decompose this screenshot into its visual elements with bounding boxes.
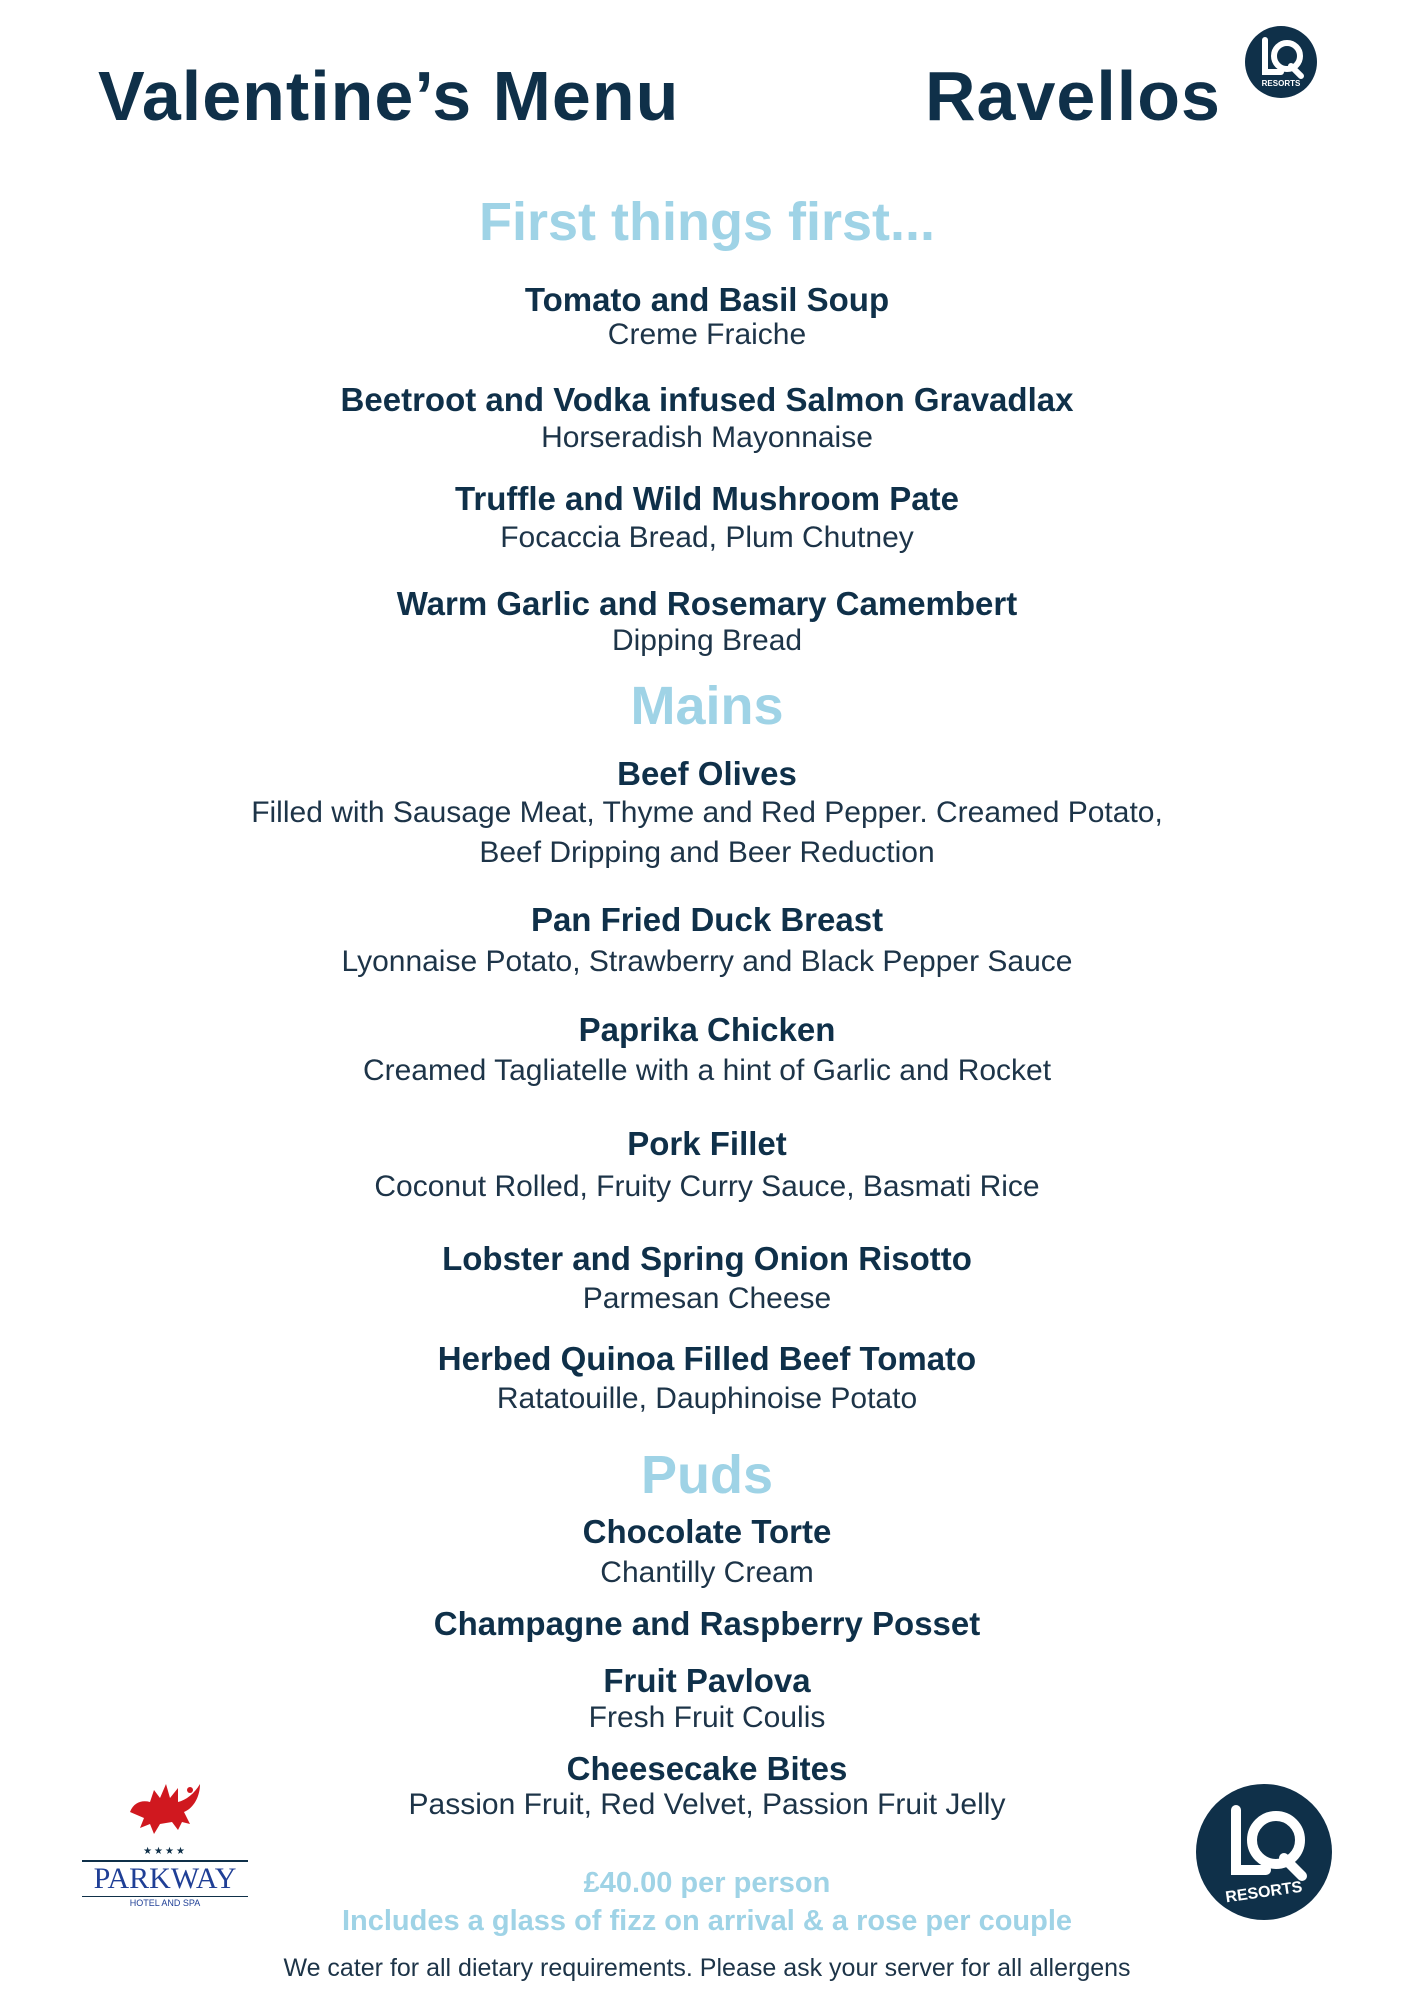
pud-3-name: Fruit Pavlova <box>603 1662 811 1699</box>
pud-1-name: Chocolate Torte <box>582 1513 832 1550</box>
lq-logo-top-subtitle: RESORTS <box>1261 79 1301 88</box>
venue-name: Ravellos <box>925 57 1221 135</box>
main-4-name: Pork Fillet <box>627 1125 787 1162</box>
parkway-stars: ★★★★ <box>143 1846 187 1857</box>
mains-heading: Mains <box>630 676 784 736</box>
pud-4-name: Cheesecake Bites <box>566 1750 848 1787</box>
price-per-person: £40.00 per person <box>583 1867 831 1899</box>
parkway-name: PARKWAY <box>93 1862 237 1895</box>
starters-heading: First things first... <box>478 192 936 252</box>
main-1-desc-line2: Beef Dripping and Beer Reduction <box>479 836 935 869</box>
starter-3-desc: Focaccia Bread, Plum Chutney <box>500 521 914 554</box>
starter-1-name: Tomato and Basil Soup <box>524 281 890 318</box>
parkway-subtitle: HOTEL AND SPA <box>129 1898 201 1908</box>
menu-title: Valentine’s Menu <box>98 57 680 135</box>
starter-4-desc: Dipping Bread <box>611 624 803 657</box>
main-5-desc: Parmesan Cheese <box>582 1282 832 1315</box>
starter-2-name: Beetroot and Vodka infused Salmon Gravadlax <box>340 381 1074 418</box>
lq-logo-bottom-subtitle: RESORTS <box>1224 1878 1304 1907</box>
main-6-desc: Ratatouille, Dauphinoise Potato <box>496 1382 918 1415</box>
main-2-desc: Lyonnaise Potato, Strawberry and Black Pepper Sauce <box>341 945 1073 978</box>
lq-resorts-logo-top <box>1245 26 1317 98</box>
dragon-icon <box>120 1772 210 1842</box>
lq-resorts-logo-bottom <box>1196 1784 1332 1920</box>
starter-2-desc: Horseradish Mayonnaise <box>541 421 873 454</box>
parkway-rule-bottom <box>82 1896 248 1897</box>
starter-4-name: Warm Garlic and Rosemary Camembert <box>396 585 1018 622</box>
starter-3-name: Truffle and Wild Mushroom Pate <box>455 480 959 517</box>
includes-note: Includes a glass of fizz on arrival & a rose per couple <box>341 1905 1073 1937</box>
starter-1-desc: Creme Fraiche <box>607 318 807 351</box>
puds-heading: Puds <box>640 1445 774 1505</box>
main-6-name: Herbed Quinoa Filled Beef Tomato <box>437 1340 977 1377</box>
main-1-desc: Filled with Sausage Meat, Thyme and Red Pepper. Creamed Potato, <box>251 796 1163 829</box>
main-5-name: Lobster and Spring Onion Risotto <box>442 1240 972 1277</box>
main-3-desc: Creamed Tagliatelle with a hint of Garlic and Rocket <box>362 1054 1052 1087</box>
pud-2-name: Champagne and Raspberry Posset <box>433 1605 981 1642</box>
main-1-name: Beef Olives <box>617 755 797 792</box>
main-3-name: Paprika Chicken <box>578 1011 836 1048</box>
main-2-name: Pan Fried Duck Breast <box>530 901 884 938</box>
pud-1-desc: Chantilly Cream <box>600 1556 814 1589</box>
pud-4-desc: Passion Fruit, Red Velvet, Passion Fruit Jelly <box>408 1788 1006 1821</box>
parkway-logo <box>82 1772 248 1922</box>
main-4-desc: Coconut Rolled, Fruity Curry Sauce, Basmati Rice <box>374 1170 1040 1203</box>
dietary-note: We cater for all dietary requirements. Please ask your server for all allergens <box>283 1954 1131 1982</box>
pud-3-desc: Fresh Fruit Coulis <box>588 1701 826 1734</box>
